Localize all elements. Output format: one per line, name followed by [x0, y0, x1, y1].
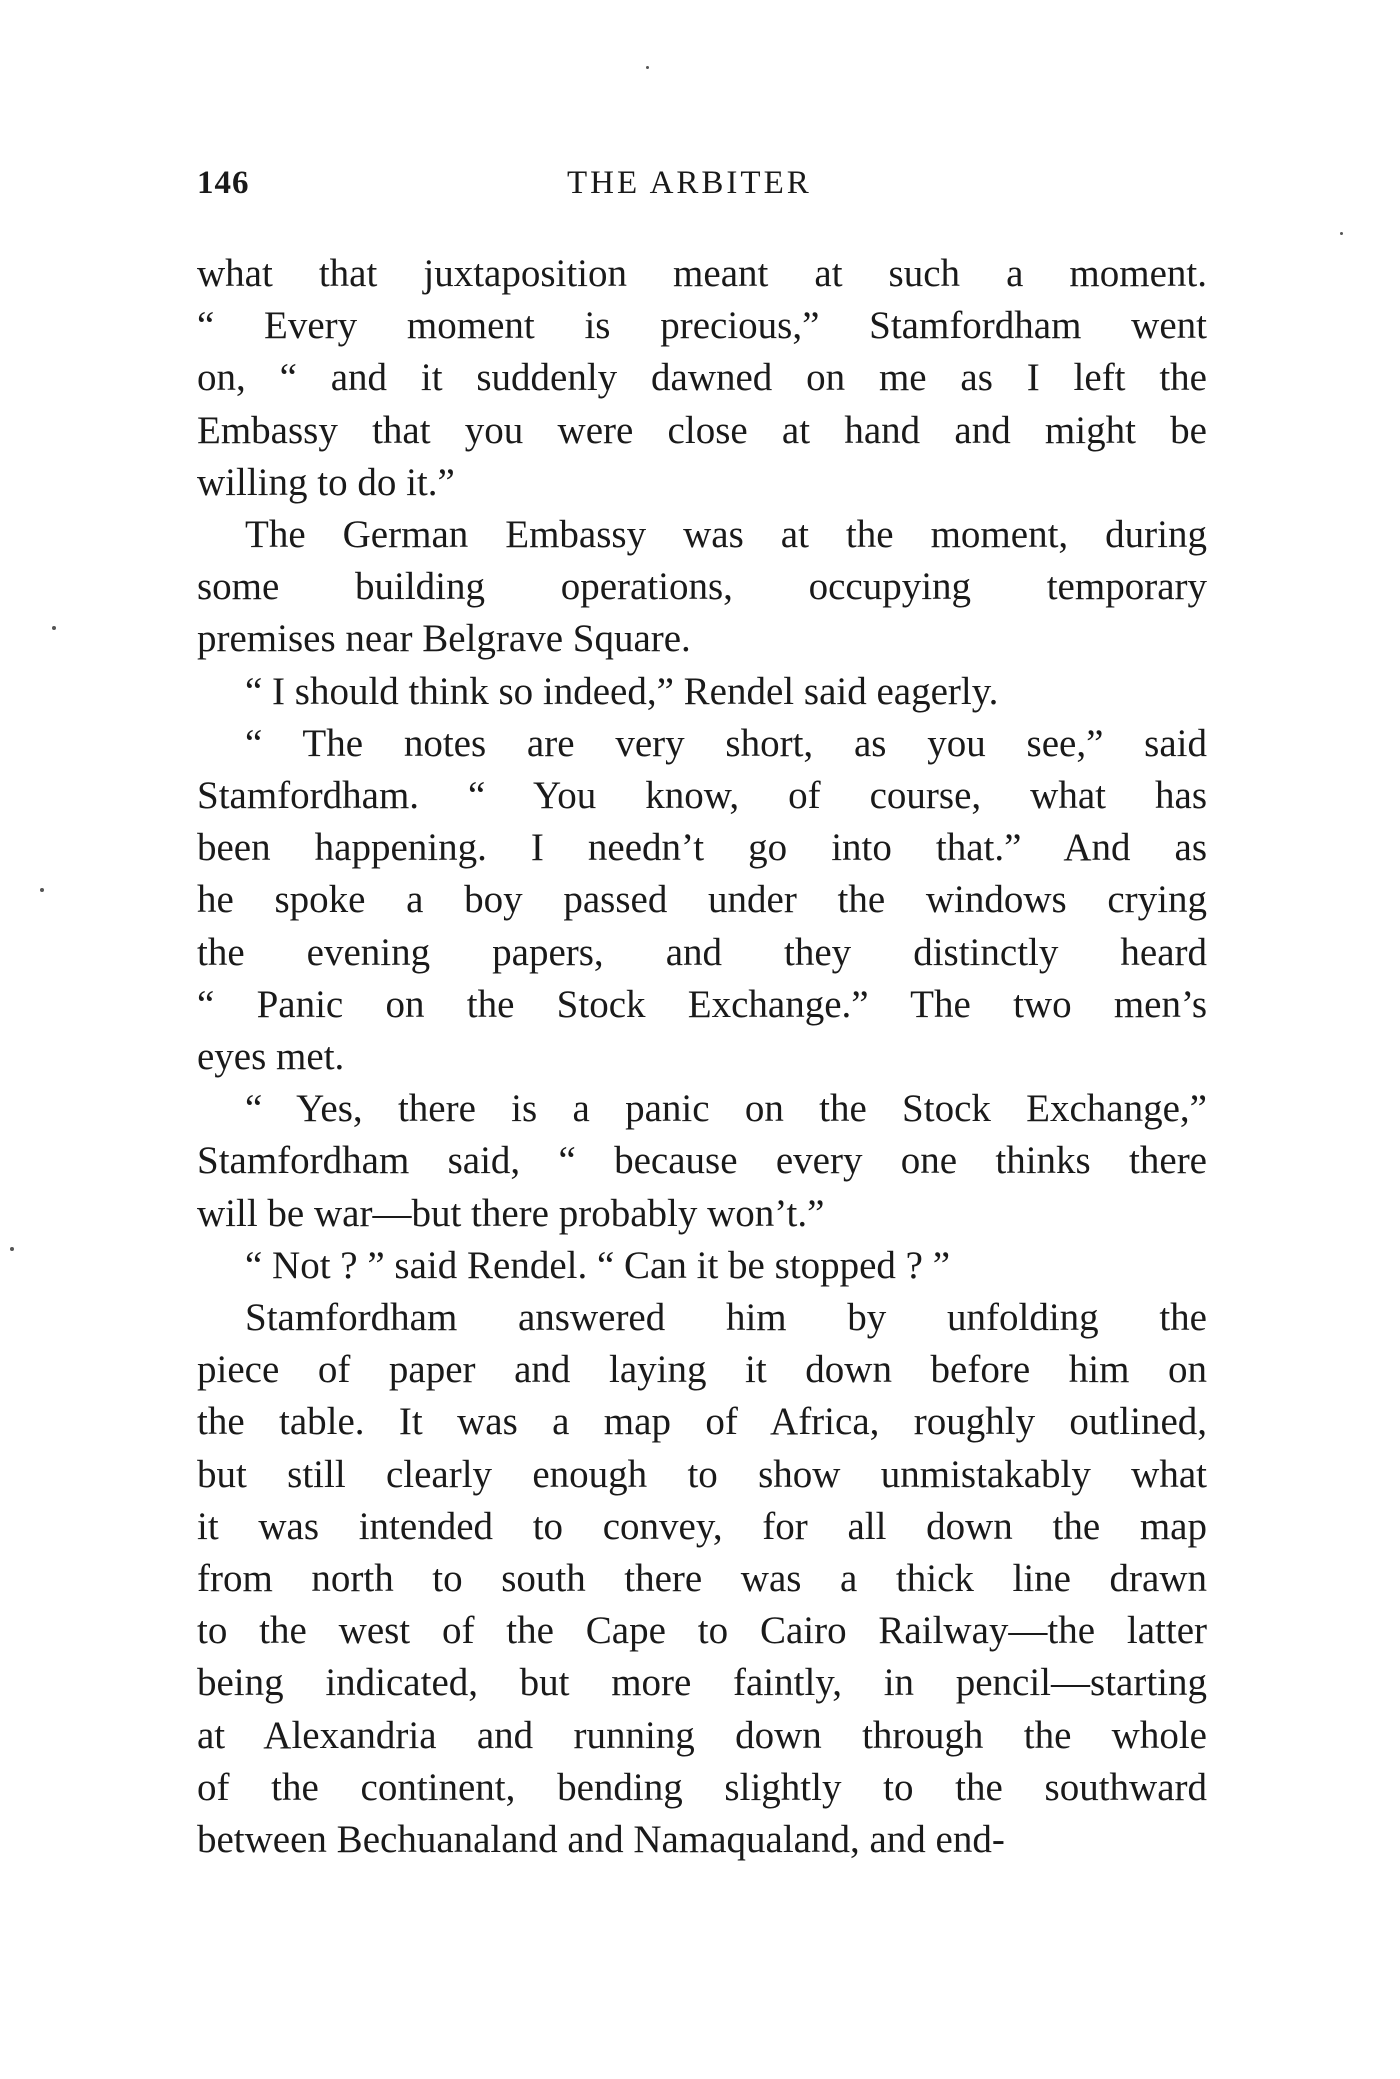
text-line: but still clearly enough to show unmistakably what: [197, 1452, 1207, 1496]
text-line: “ I should think so indeed,” Rendel said eagerly.: [245, 669, 999, 713]
text-line: some building operations, occupying temporary: [197, 565, 1207, 609]
text-line: premises near Belgrave Square.: [197, 617, 691, 661]
paragraph: [197, 666, 1207, 718]
text-line: it was intended to convey, for all down the map: [197, 1504, 1207, 1548]
paragraph: [197, 718, 1207, 1083]
paragraph: [197, 509, 1207, 666]
page-header: [197, 165, 1207, 213]
paragraph: [197, 1083, 1207, 1240]
text-line: piece of paper and laying it down before him on: [197, 1348, 1207, 1392]
text-line: willing to do it.”: [197, 460, 455, 504]
text-line: “ Yes, there is a panic on the Stock Exchange,”: [245, 1087, 1207, 1131]
text-line: what that juxtaposition meant at such a moment.: [197, 252, 1207, 295]
text-line: “ Not ? ” said Rendel. “ Can it be stopped ? ”: [245, 1243, 951, 1287]
text-line: of the continent, bending slightly to the southward: [197, 1765, 1207, 1809]
page-number: 146: [197, 165, 250, 201]
text-line: the evening papers, and they distinctly heard: [197, 930, 1207, 974]
text-line: being indicated, but more faintly, in pencil—starting: [197, 1661, 1207, 1705]
text-line: “ Every moment is precious,” Stamfordham went: [197, 304, 1207, 348]
text-line: “ The notes are very short, as you see,” said: [245, 721, 1207, 765]
page-body: [197, 248, 1207, 1866]
text-line: he spoke a boy passed under the windows crying: [197, 878, 1207, 922]
paper-speck: [10, 1247, 14, 1251]
paragraph: [197, 248, 1207, 509]
paper-speck: [40, 888, 44, 892]
paragraph: [197, 1240, 1207, 1292]
paper-speck: [1340, 232, 1343, 235]
text-line: on, “ and it suddenly dawned on me as I left the: [197, 356, 1207, 400]
running-title: THE ARBITER: [567, 165, 812, 201]
text-line: “ Panic on the Stock Exchange.” The two men’s: [197, 982, 1207, 1026]
text-line: been happening. I needn’t go into that.” And as: [197, 826, 1207, 870]
text-line: Stamfordham. “ You know, of course, what has: [197, 774, 1207, 818]
text-line: the table. It was a map of Africa, roughly outlined,: [197, 1400, 1207, 1444]
text-line: between Bechuanaland and Namaqualand, and end-: [197, 1818, 1005, 1862]
paper-speck: [52, 626, 56, 630]
text-line: at Alexandria and running down through the whole: [197, 1713, 1207, 1757]
text-line: Embassy that you were close at hand and might be: [197, 408, 1207, 452]
paragraph: [197, 1292, 1207, 1866]
text-line: The German Embassy was at the moment, during: [245, 513, 1207, 557]
text-line: eyes met.: [197, 1035, 345, 1079]
text-line: will be war—but there probably won’t.”: [197, 1191, 825, 1235]
text-line: Stamfordham answered him by unfolding the: [245, 1296, 1207, 1340]
text-line: to the west of the Cape to Cairo Railway—the latter: [197, 1609, 1207, 1653]
paper-speck: [646, 66, 649, 69]
text-line: Stamfordham said, “ because every one thinks there: [197, 1139, 1207, 1183]
text-line: from north to south there was a thick line drawn: [197, 1557, 1207, 1601]
